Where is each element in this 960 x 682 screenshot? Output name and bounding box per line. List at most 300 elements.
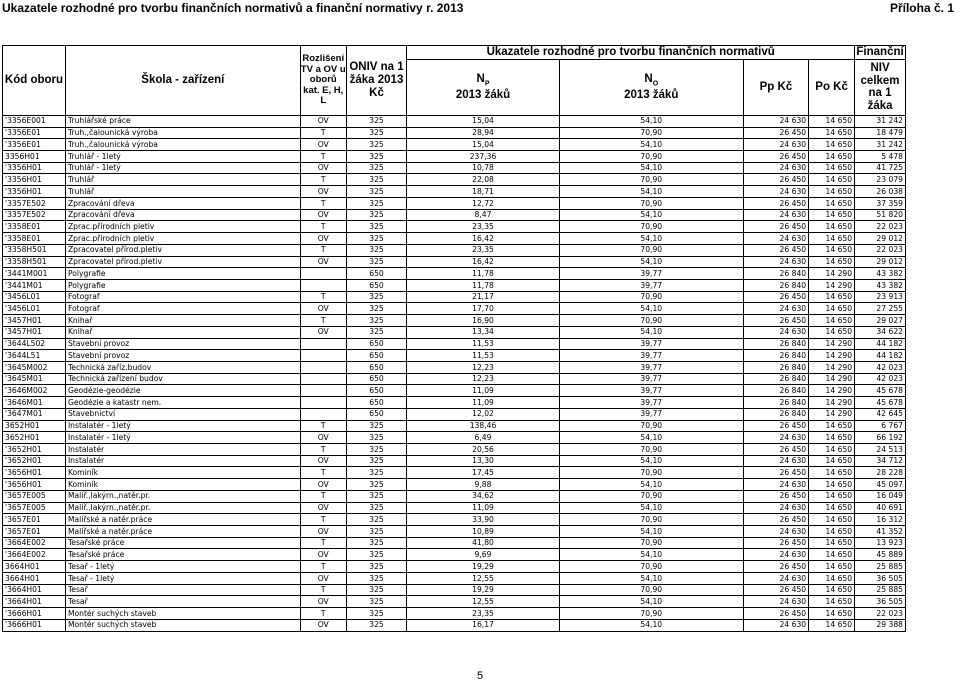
table-row bbox=[3, 561, 906, 573]
cell-pp: 24 630 bbox=[743, 139, 808, 151]
cell-oniv: 325 bbox=[346, 256, 407, 268]
cell-no: 54,10 bbox=[559, 139, 743, 151]
cell-pp: 24 630 bbox=[743, 572, 808, 584]
cell-pp: 26 450 bbox=[743, 244, 808, 256]
cell-no: 70,90 bbox=[559, 584, 743, 596]
cell-kod: '3456L01 bbox=[3, 303, 66, 315]
cell-pp: 24 630 bbox=[743, 502, 808, 514]
cell-rozliseni bbox=[300, 373, 346, 385]
cell-oniv: 325 bbox=[346, 315, 407, 327]
cell-no: 70,90 bbox=[559, 127, 743, 139]
table-row bbox=[3, 467, 906, 479]
cell-skola: Kominík bbox=[65, 479, 300, 491]
table-row bbox=[3, 385, 906, 397]
cell-po: 14 650 bbox=[809, 596, 855, 608]
cell-po: 14 650 bbox=[809, 584, 855, 596]
cell-oniv: 325 bbox=[346, 151, 407, 163]
header-niv: NIV celkem na 1 žáka bbox=[855, 59, 906, 115]
cell-kod: '3356H01 bbox=[3, 186, 66, 198]
cell-niv: 51 820 bbox=[855, 209, 906, 221]
cell-rozliseni: T bbox=[300, 514, 346, 526]
header-np bbox=[407, 59, 560, 115]
table-row bbox=[3, 502, 906, 514]
table-row bbox=[3, 397, 906, 409]
table-row bbox=[3, 338, 906, 350]
header-np-rest: 2013 žáků bbox=[455, 88, 511, 101]
cell-kod: 3664H01 bbox=[3, 572, 66, 584]
cell-no: 39,77 bbox=[559, 268, 743, 280]
cell-skola: Technická zaříz.budov bbox=[65, 361, 300, 373]
table-row bbox=[3, 162, 906, 174]
cell-no: 70,90 bbox=[559, 221, 743, 233]
cell-niv: 29 027 bbox=[855, 315, 906, 327]
cell-kod: '3657E01 bbox=[3, 526, 66, 538]
cell-pp: 26 450 bbox=[743, 444, 808, 456]
header-oniv: ONIV na 1 žáka 2013 Kč bbox=[346, 46, 407, 116]
cell-niv: 31 242 bbox=[855, 115, 906, 127]
cell-niv: 36 505 bbox=[855, 572, 906, 584]
cell-skola: Polygrafie bbox=[65, 268, 300, 280]
header-po: Po Kč bbox=[809, 59, 855, 115]
cell-np: 15,04 bbox=[407, 139, 560, 151]
cell-po: 14 290 bbox=[809, 361, 855, 373]
cell-po: 14 650 bbox=[809, 502, 855, 514]
cell-rozliseni: T bbox=[300, 244, 346, 256]
cell-no: 70,90 bbox=[559, 197, 743, 209]
cell-niv: 26 038 bbox=[855, 186, 906, 198]
cell-oniv: 325 bbox=[346, 162, 407, 174]
cell-oniv: 650 bbox=[346, 408, 407, 420]
table-row bbox=[3, 432, 906, 444]
cell-niv: 42 023 bbox=[855, 361, 906, 373]
table-header bbox=[3, 46, 906, 116]
cell-rozliseni: T bbox=[300, 467, 346, 479]
cell-oniv: 325 bbox=[346, 549, 407, 561]
cell-skola: Zpracovatel přírod.pletiv bbox=[65, 244, 300, 256]
cell-skola: Technická zařízení budov bbox=[65, 373, 300, 385]
table-row bbox=[3, 197, 906, 209]
cell-pp: 24 630 bbox=[743, 233, 808, 245]
cell-skola: Zpracovatel přírod.pletiv bbox=[65, 256, 300, 268]
cell-skola: Geodézie-geodézie bbox=[65, 385, 300, 397]
cell-kod: '3647M01 bbox=[3, 408, 66, 420]
cell-kod: '3356H01 bbox=[3, 162, 66, 174]
cell-np: 33,90 bbox=[407, 514, 560, 526]
cell-no: 54,10 bbox=[559, 455, 743, 467]
table-row bbox=[3, 244, 906, 256]
header-group-ukazatele: Ukazatele rozhodné pro tvorbu finančních normativů bbox=[407, 46, 855, 60]
cell-rozliseni: OV bbox=[300, 139, 346, 151]
cell-po: 14 290 bbox=[809, 279, 855, 291]
cell-skola: Tesařské práce bbox=[65, 549, 300, 561]
table-body bbox=[3, 115, 906, 631]
header-skola: Škola - zařízení bbox=[65, 46, 300, 116]
table-row bbox=[3, 350, 906, 362]
cell-oniv: 325 bbox=[346, 221, 407, 233]
cell-no: 54,10 bbox=[559, 115, 743, 127]
cell-po: 14 650 bbox=[809, 619, 855, 631]
cell-pp: 24 630 bbox=[743, 303, 808, 315]
cell-no: 70,90 bbox=[559, 291, 743, 303]
table-row bbox=[3, 537, 906, 549]
cell-no: 54,10 bbox=[559, 549, 743, 561]
header-kod: Kód oboru bbox=[3, 46, 66, 116]
cell-po: 14 290 bbox=[809, 385, 855, 397]
cell-rozliseni: OV bbox=[300, 303, 346, 315]
cell-kod: '3358H501 bbox=[3, 256, 66, 268]
cell-no: 54,10 bbox=[559, 326, 743, 338]
cell-pp: 26 450 bbox=[743, 197, 808, 209]
cell-niv: 13 923 bbox=[855, 537, 906, 549]
cell-np: 18,71 bbox=[407, 186, 560, 198]
cell-pp: 26 840 bbox=[743, 338, 808, 350]
cell-np: 19,29 bbox=[407, 561, 560, 573]
cell-no: 70,90 bbox=[559, 490, 743, 502]
cell-skola: Truh.,čalounická výroba bbox=[65, 139, 300, 151]
cell-np: 16,17 bbox=[407, 619, 560, 631]
cell-rozliseni bbox=[300, 268, 346, 280]
cell-pp: 24 630 bbox=[743, 479, 808, 491]
table-row bbox=[3, 291, 906, 303]
cell-po: 14 290 bbox=[809, 268, 855, 280]
cell-niv: 43 382 bbox=[855, 279, 906, 291]
cell-no: 54,10 bbox=[559, 432, 743, 444]
cell-niv: 45 678 bbox=[855, 397, 906, 409]
cell-rozliseni: OV bbox=[300, 115, 346, 127]
cell-rozliseni: T bbox=[300, 608, 346, 620]
cell-pp: 26 450 bbox=[743, 608, 808, 620]
cell-oniv: 325 bbox=[346, 572, 407, 584]
cell-skola: Instalatér bbox=[65, 455, 300, 467]
table-row bbox=[3, 526, 906, 538]
cell-po: 14 650 bbox=[809, 514, 855, 526]
cell-oniv: 325 bbox=[346, 467, 407, 479]
cell-po: 14 650 bbox=[809, 479, 855, 491]
cell-kod: '3664E002 bbox=[3, 537, 66, 549]
cell-niv: 16 312 bbox=[855, 514, 906, 526]
cell-kod: '3644L502 bbox=[3, 338, 66, 350]
cell-np: 9,69 bbox=[407, 549, 560, 561]
cell-po: 14 650 bbox=[809, 139, 855, 151]
cell-po: 14 650 bbox=[809, 233, 855, 245]
cell-niv: 43 382 bbox=[855, 268, 906, 280]
cell-np: 16,90 bbox=[407, 315, 560, 327]
cell-niv: 36 505 bbox=[855, 596, 906, 608]
cell-skola: Truhlář bbox=[65, 174, 300, 186]
cell-np: 22,08 bbox=[407, 174, 560, 186]
cell-rozliseni: T bbox=[300, 315, 346, 327]
cell-skola: Malířské a natěr.práce bbox=[65, 514, 300, 526]
cell-rozliseni: OV bbox=[300, 209, 346, 221]
table-row bbox=[3, 514, 906, 526]
cell-oniv: 325 bbox=[346, 561, 407, 573]
cell-skola: Truhlářské práce bbox=[65, 115, 300, 127]
cell-rozliseni bbox=[300, 350, 346, 362]
cell-skola: Truhlář bbox=[65, 186, 300, 198]
cell-skola: Knihař bbox=[65, 315, 300, 327]
cell-pp: 26 450 bbox=[743, 514, 808, 526]
cell-oniv: 650 bbox=[346, 373, 407, 385]
cell-rozliseni: T bbox=[300, 197, 346, 209]
cell-oniv: 325 bbox=[346, 326, 407, 338]
cell-pp: 26 450 bbox=[743, 174, 808, 186]
cell-oniv: 650 bbox=[346, 361, 407, 373]
cell-no: 70,90 bbox=[559, 420, 743, 432]
cell-niv: 22 023 bbox=[855, 608, 906, 620]
cell-kod: '3356H01 bbox=[3, 174, 66, 186]
table-row bbox=[3, 151, 906, 163]
cell-kod: '3456L01 bbox=[3, 291, 66, 303]
cell-no: 39,77 bbox=[559, 361, 743, 373]
cell-np: 11,78 bbox=[407, 268, 560, 280]
cell-no: 39,77 bbox=[559, 397, 743, 409]
cell-oniv: 325 bbox=[346, 479, 407, 491]
cell-rozliseni: T bbox=[300, 584, 346, 596]
cell-rozliseni: OV bbox=[300, 432, 346, 444]
cell-skola: Montér suchých staveb bbox=[65, 608, 300, 620]
cell-pp: 26 840 bbox=[743, 373, 808, 385]
cell-np: 17,70 bbox=[407, 303, 560, 315]
table-row bbox=[3, 256, 906, 268]
cell-pp: 24 630 bbox=[743, 162, 808, 174]
cell-np: 15,04 bbox=[407, 115, 560, 127]
cell-pp: 24 630 bbox=[743, 256, 808, 268]
cell-no: 54,10 bbox=[559, 572, 743, 584]
cell-no: 39,77 bbox=[559, 408, 743, 420]
cell-po: 14 650 bbox=[809, 127, 855, 139]
header-pp: Pp Kč bbox=[743, 59, 808, 115]
header-np-sub: P bbox=[484, 80, 490, 88]
cell-po: 14 650 bbox=[809, 315, 855, 327]
cell-niv: 25 885 bbox=[855, 584, 906, 596]
cell-po: 14 290 bbox=[809, 350, 855, 362]
cell-no: 54,10 bbox=[559, 303, 743, 315]
table-row bbox=[3, 115, 906, 127]
table-row bbox=[3, 233, 906, 245]
cell-rozliseni: T bbox=[300, 151, 346, 163]
cell-rozliseni: OV bbox=[300, 326, 346, 338]
cell-po: 14 650 bbox=[809, 174, 855, 186]
cell-no: 70,90 bbox=[559, 315, 743, 327]
cell-rozliseni bbox=[300, 408, 346, 420]
cell-pp: 24 630 bbox=[743, 115, 808, 127]
cell-oniv: 325 bbox=[346, 444, 407, 456]
header-np-main: N bbox=[476, 73, 485, 86]
cell-no: 54,10 bbox=[559, 162, 743, 174]
cell-po: 14 650 bbox=[809, 221, 855, 233]
cell-skola: Kominík bbox=[65, 467, 300, 479]
cell-kod: '3457H01 bbox=[3, 326, 66, 338]
cell-oniv: 325 bbox=[346, 584, 407, 596]
cell-pp: 24 630 bbox=[743, 455, 808, 467]
cell-np: 8,47 bbox=[407, 209, 560, 221]
cell-oniv: 325 bbox=[346, 420, 407, 432]
cell-rozliseni: OV bbox=[300, 455, 346, 467]
cell-np: 11,09 bbox=[407, 397, 560, 409]
cell-pp: 26 450 bbox=[743, 291, 808, 303]
cell-np: 11,53 bbox=[407, 350, 560, 362]
cell-kod: '3656H01 bbox=[3, 479, 66, 491]
cell-po: 14 650 bbox=[809, 244, 855, 256]
cell-kod: '3664E002 bbox=[3, 549, 66, 561]
cell-skola: Tesař - 1letý bbox=[65, 572, 300, 584]
cell-rozliseni: OV bbox=[300, 596, 346, 608]
cell-oniv: 650 bbox=[346, 350, 407, 362]
cell-po: 14 650 bbox=[809, 197, 855, 209]
cell-no: 54,10 bbox=[559, 233, 743, 245]
cell-oniv: 325 bbox=[346, 209, 407, 221]
cell-kod: '3457H01 bbox=[3, 315, 66, 327]
cell-pp: 24 630 bbox=[743, 619, 808, 631]
cell-skola: Malíř.,lakýrn.,natěr.pr. bbox=[65, 502, 300, 514]
page-number: 5 bbox=[476, 670, 484, 682]
cell-niv: 31 242 bbox=[855, 139, 906, 151]
cell-skola: Stavebnictví bbox=[65, 408, 300, 420]
cell-no: 39,77 bbox=[559, 338, 743, 350]
table-row bbox=[3, 490, 906, 502]
cell-niv: 45 097 bbox=[855, 479, 906, 491]
cell-skola: Truhlář - 1letý bbox=[65, 151, 300, 163]
cell-pp: 26 840 bbox=[743, 385, 808, 397]
cell-oniv: 325 bbox=[346, 619, 407, 631]
cell-np: 12,02 bbox=[407, 408, 560, 420]
cell-oniv: 325 bbox=[346, 186, 407, 198]
cell-niv: 42 023 bbox=[855, 373, 906, 385]
table-row bbox=[3, 209, 906, 221]
cell-kod: 3356H01 bbox=[3, 151, 66, 163]
cell-rozliseni bbox=[300, 279, 346, 291]
cell-pp: 24 630 bbox=[743, 186, 808, 198]
cell-rozliseni: OV bbox=[300, 233, 346, 245]
header-no-rest: 2013 žáků bbox=[624, 88, 679, 101]
cell-rozliseni: T bbox=[300, 444, 346, 456]
cell-no: 54,10 bbox=[559, 479, 743, 491]
cell-np: 12,72 bbox=[407, 197, 560, 209]
cell-no: 54,10 bbox=[559, 619, 743, 631]
cell-niv: 24 513 bbox=[855, 444, 906, 456]
cell-po: 14 650 bbox=[809, 162, 855, 174]
cell-skola: Malířské a natěr.práce bbox=[65, 526, 300, 538]
cell-kod: '3356E01 bbox=[3, 127, 66, 139]
cell-kod: '3646M01 bbox=[3, 397, 66, 409]
cell-np: 28,94 bbox=[407, 127, 560, 139]
cell-np: 11,09 bbox=[407, 502, 560, 514]
cell-pp: 24 630 bbox=[743, 549, 808, 561]
cell-oniv: 650 bbox=[346, 279, 407, 291]
table-row bbox=[3, 303, 906, 315]
cell-po: 14 650 bbox=[809, 561, 855, 573]
cell-np: 20,56 bbox=[407, 444, 560, 456]
cell-niv: 5 478 bbox=[855, 151, 906, 163]
cell-skola: Zpracování dřeva bbox=[65, 209, 300, 221]
cell-np: 11,53 bbox=[407, 338, 560, 350]
cell-rozliseni: OV bbox=[300, 502, 346, 514]
document-title: Ukazatele rozhodné pro tvorbu finančních normativů a finanční normativy r. 2013 bbox=[2, 1, 464, 15]
cell-kod: '3666H01 bbox=[3, 608, 66, 620]
cell-rozliseni bbox=[300, 338, 346, 350]
cell-niv: 22 023 bbox=[855, 244, 906, 256]
cell-oniv: 325 bbox=[346, 139, 407, 151]
header-no-sub: O bbox=[652, 80, 659, 88]
cell-oniv: 325 bbox=[346, 514, 407, 526]
cell-rozliseni: T bbox=[300, 127, 346, 139]
cell-niv: 41 352 bbox=[855, 526, 906, 538]
cell-po: 14 650 bbox=[809, 209, 855, 221]
cell-pp: 26 450 bbox=[743, 537, 808, 549]
cell-kod: '3652H01 bbox=[3, 444, 66, 456]
table-row bbox=[3, 127, 906, 139]
table-row bbox=[3, 479, 906, 491]
cell-kod: 3652H01 bbox=[3, 432, 66, 444]
cell-pp: 26 840 bbox=[743, 408, 808, 420]
cell-niv: 29 012 bbox=[855, 233, 906, 245]
cell-po: 14 650 bbox=[809, 432, 855, 444]
cell-po: 14 290 bbox=[809, 397, 855, 409]
cell-no: 70,90 bbox=[559, 467, 743, 479]
cell-no: 39,77 bbox=[559, 350, 743, 362]
cell-no: 70,90 bbox=[559, 514, 743, 526]
cell-rozliseni bbox=[300, 397, 346, 409]
cell-kod: 3664H01 bbox=[3, 561, 66, 573]
header-rozliseni: Rozlišení TV a OV u oborů kat. E, H, L bbox=[300, 46, 346, 116]
cell-np: 237,36 bbox=[407, 151, 560, 163]
normatives-table bbox=[2, 45, 906, 632]
cell-no: 70,90 bbox=[559, 244, 743, 256]
cell-pp: 26 840 bbox=[743, 350, 808, 362]
cell-kod: 3652H01 bbox=[3, 420, 66, 432]
table-row bbox=[3, 572, 906, 584]
table-row bbox=[3, 584, 906, 596]
cell-rozliseni: T bbox=[300, 291, 346, 303]
cell-rozliseni: OV bbox=[300, 619, 346, 631]
cell-kod: '3357E502 bbox=[3, 197, 66, 209]
cell-no: 54,10 bbox=[559, 256, 743, 268]
cell-po: 14 650 bbox=[809, 526, 855, 538]
cell-no: 70,90 bbox=[559, 608, 743, 620]
cell-po: 14 650 bbox=[809, 455, 855, 467]
cell-oniv: 650 bbox=[346, 397, 407, 409]
cell-pp: 26 450 bbox=[743, 127, 808, 139]
cell-kod: '3358H501 bbox=[3, 244, 66, 256]
table-row bbox=[3, 268, 906, 280]
cell-kod: '3652H01 bbox=[3, 455, 66, 467]
cell-oniv: 325 bbox=[346, 432, 407, 444]
cell-kod: '3666H01 bbox=[3, 619, 66, 631]
cell-pp: 26 450 bbox=[743, 584, 808, 596]
table-row bbox=[3, 315, 906, 327]
cell-pp: 24 630 bbox=[743, 326, 808, 338]
cell-kod: '3657E005 bbox=[3, 502, 66, 514]
cell-np: 10,78 bbox=[407, 162, 560, 174]
title-bar bbox=[0, 0, 960, 16]
cell-pp: 26 450 bbox=[743, 561, 808, 573]
cell-po: 14 650 bbox=[809, 151, 855, 163]
cell-kod: '3645M002 bbox=[3, 361, 66, 373]
cell-kod: '3657E005 bbox=[3, 490, 66, 502]
cell-rozliseni: OV bbox=[300, 572, 346, 584]
cell-niv: 40 691 bbox=[855, 502, 906, 514]
cell-np: 12,23 bbox=[407, 373, 560, 385]
cell-po: 14 650 bbox=[809, 608, 855, 620]
header-no bbox=[559, 59, 743, 115]
cell-kod: '3441M001 bbox=[3, 268, 66, 280]
header-group-financni: Finanční bbox=[856, 46, 904, 58]
cell-np: 16,42 bbox=[407, 233, 560, 245]
cell-niv: 6 767 bbox=[855, 420, 906, 432]
cell-niv: 23 913 bbox=[855, 291, 906, 303]
cell-rozliseni: T bbox=[300, 561, 346, 573]
cell-rozliseni: OV bbox=[300, 162, 346, 174]
